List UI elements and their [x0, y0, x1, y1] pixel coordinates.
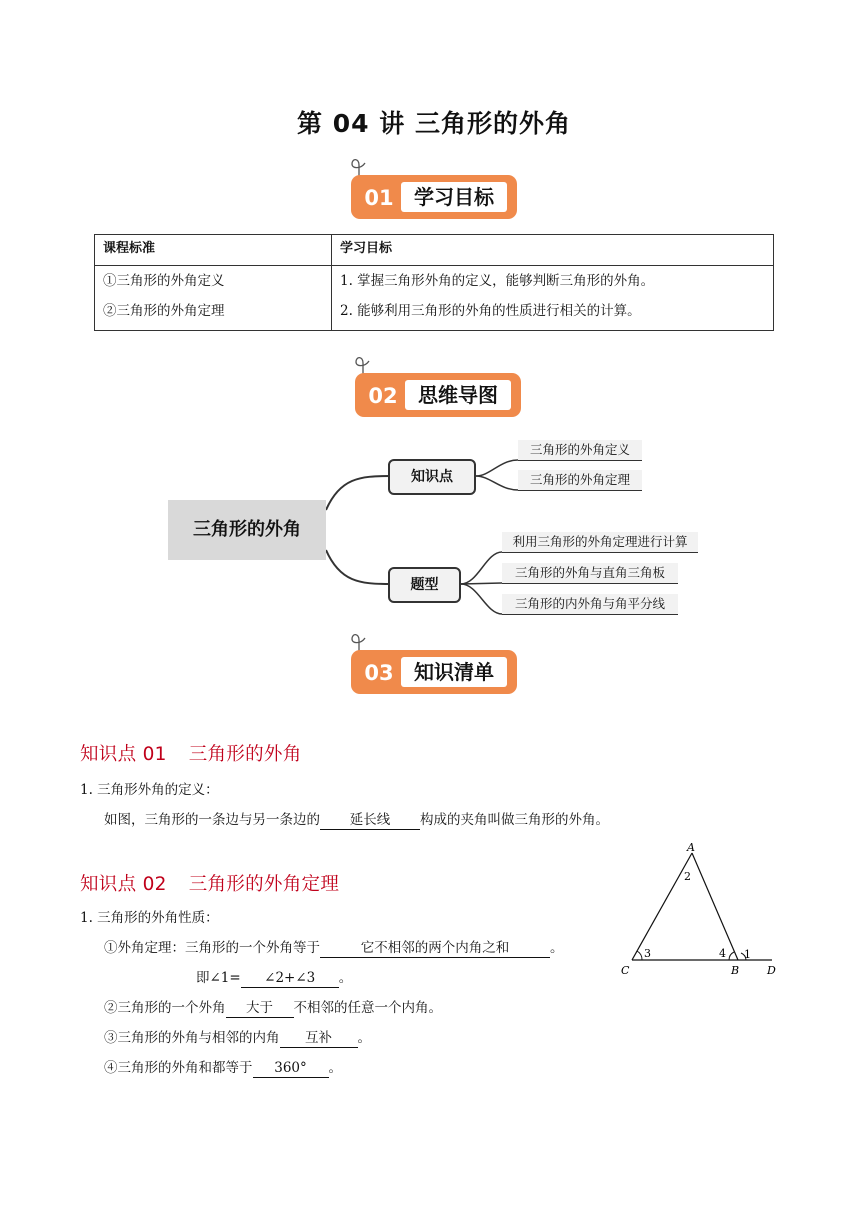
- section-number: 03: [364, 661, 394, 685]
- text: 。: [357, 1030, 371, 1046]
- kp1-item: 1. 三角形外角的定义：: [80, 782, 219, 798]
- fill-blank: 大于: [226, 999, 294, 1018]
- fill-blank: 360°: [253, 1059, 329, 1078]
- mindmap-leaf: 三角形的外角定义: [518, 440, 642, 461]
- kp2-line-1: [104, 938, 564, 958]
- section-label: 知识清单: [414, 660, 494, 684]
- text: 构成的夹角叫做三角形的外角。: [420, 812, 609, 828]
- text: ②三角形的一个外角: [104, 1000, 226, 1016]
- angle-label-4: 4: [719, 947, 726, 960]
- vertex-label-c: C: [621, 964, 630, 977]
- mindmap-leaf: 三角形的内外角与角平分线: [502, 594, 678, 615]
- kp1-name: 三角形的外角: [188, 744, 302, 765]
- section-badge-checklist: [351, 650, 517, 694]
- text: ④三角形的外角和都等于: [104, 1060, 253, 1076]
- kp1-code: 知识点 01: [80, 744, 167, 765]
- mindmap-leaf: 三角形的外角与直角三角板: [502, 563, 678, 584]
- table-header: 课程标准: [95, 235, 332, 266]
- kp2-line-3: [104, 998, 442, 1018]
- fill-blank: 延长线: [320, 811, 420, 830]
- kp2-item: 1. 三角形的外角性质：: [80, 910, 219, 926]
- section-number: 01: [364, 186, 394, 210]
- angle-label-2: 2: [684, 870, 691, 883]
- fill-blank: ∠2+∠3: [241, 969, 339, 988]
- text: ①外角定理：三角形的一个外角等于: [104, 940, 320, 956]
- mindmap-leaf: 利用三角形的外角定理进行计算: [502, 532, 698, 553]
- text: 不相邻的任意一个内角。: [293, 1000, 442, 1016]
- kp1-definition: [104, 810, 609, 830]
- kp2-code: 知识点 02: [80, 874, 167, 895]
- fill-blank: 互补: [280, 1029, 358, 1048]
- text: 。: [338, 970, 353, 986]
- kp2-line-2: [196, 968, 352, 988]
- text: 即∠1=: [196, 970, 241, 986]
- page-title: 第 04 讲 三角形的外角: [297, 109, 571, 138]
- vertex-label-d: D: [767, 964, 776, 977]
- triangle-figure: [600, 836, 790, 982]
- kp2-line-5: [104, 1058, 342, 1078]
- mindmap-branch-knowledge: 知识点: [388, 459, 476, 495]
- table-header: 学习目标: [332, 235, 774, 266]
- standard-item: ①三角形的外角定义: [103, 273, 225, 289]
- section-label: 思维导图: [418, 383, 498, 407]
- kp2-name: 三角形的外角定理: [188, 874, 340, 895]
- text: ③三角形的外角与相邻的内角: [104, 1030, 280, 1046]
- kp2-line-4: [104, 1028, 371, 1048]
- angle-label-3: 3: [644, 947, 651, 960]
- goal-item: 1. 掌握三角形外角的定义，能够判断三角形的外角。: [340, 273, 655, 289]
- vertex-label-b: B: [731, 964, 740, 977]
- kp2-heading: [80, 870, 361, 896]
- mindmap-center-node: 三角形的外角: [168, 500, 326, 560]
- fill-blank: 它不相邻的两个内角之和: [320, 939, 550, 958]
- text: 。: [550, 940, 564, 956]
- section-number: 02: [368, 384, 398, 408]
- mindmap-branch-question-types: 题型: [388, 567, 461, 603]
- standard-item: ②三角形的外角定理: [103, 303, 225, 319]
- text: 如图，三角形的一条边与另一条边的: [104, 812, 320, 828]
- text: 。: [328, 1060, 342, 1076]
- kp1-heading: [80, 740, 324, 766]
- goal-item: 2. 能够利用三角形的外角的性质进行相关的计算。: [340, 303, 641, 319]
- angle-label-1: 1: [744, 948, 751, 961]
- vertex-label-a: A: [687, 841, 695, 854]
- mindmap-leaf: 三角形的外角定理: [518, 470, 642, 491]
- section-label: 学习目标: [414, 185, 494, 209]
